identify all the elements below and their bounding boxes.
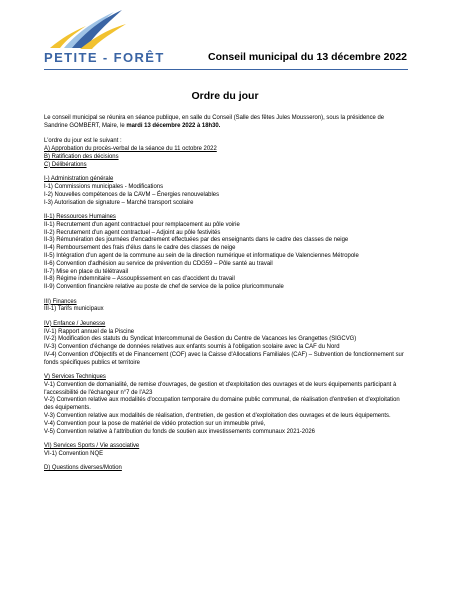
list-item: V-2) Convention relative aux modalités d'occupation temporaire du domaine public communal, de réalisation d'entretien et d'exploitation des équipements. <box>44 396 400 412</box>
list-item: II-6) Convention d'adhésion au service de prévention du CDG59 – Pôle santé au travail <box>44 259 273 267</box>
section-ressources-humaines <box>44 213 409 291</box>
section-finances <box>44 298 409 314</box>
agenda-content <box>44 114 409 472</box>
list-item: IV-3) Convention d'échange de données relatives aux enfants soumis à l'obligation scolaire avec la CAF du Nord <box>44 343 340 351</box>
list-item: V-4) Convention pour la pose de matériel de vidéo protection sur un immeuble privé, <box>44 419 266 427</box>
page-heading: Ordre du jour <box>191 90 259 102</box>
section-title: II-1) Ressources Humaines <box>44 212 116 220</box>
intro-text: Le conseil municipal se réunira en séance publique, en salle du Conseil (Salle des fêtes Jules Mousseron), sous la présidence de Sandrine GOMBERT, Maire, le <box>44 114 385 129</box>
header-divider <box>44 69 408 70</box>
section-enfance-jeunesse <box>44 320 409 367</box>
preliminary-item: B) Ratification des décisions <box>44 152 119 160</box>
list-item: II-9) Convention financière relative au poste de chef de service de la police pluricommunale <box>44 283 284 291</box>
list-item: II-4) Remboursement des frais d'élus dans le cadre des classes de neige <box>44 244 236 252</box>
list-item: I-1) Commissions municipales - Modifications <box>44 182 164 190</box>
petite-foret-logo <box>42 8 165 70</box>
list-item: II-5) Intégration d'un agent de la commune au sein de la direction numérique et informatique de Valenciennes Métropole <box>44 251 359 259</box>
section-title: IV) Enfance / Jeunesse <box>44 319 106 327</box>
list-item: III-1) Tarifs municipaux <box>44 305 104 313</box>
list-item: II-2) Recrutement d'un agent contractuel – Adjoint au pôle festivités <box>44 228 221 236</box>
list-item: V-1) Convention de domanialité, de remise d'ouvrages, de gestion et d'exploitation des ouvrages et de leurs équipements participant à l'accessibilité de l'échangeur n°7 de l'A23 <box>44 380 397 396</box>
section-services-techniques <box>44 373 409 435</box>
list-item: IV-2) Modification des statuts du Syndicat Intercommunal de Gestion du Centre de Vacances les Grangettes (SIGCVG) <box>44 335 357 343</box>
list-item: II-8) Régime indemnitaire – Assouplissement en cas d'accident du travail <box>44 275 235 283</box>
list-item: II-7) Mise en place du télétravail <box>44 267 129 275</box>
list-item: I-2) Nouvelles compétences de la CAVM – Énergies renouvelables <box>44 190 220 198</box>
section-title: III) Finances <box>44 297 77 305</box>
preliminary-item: C) Délibérations <box>44 160 87 168</box>
intro-date: mardi 13 décembre 2022 à 18h30. <box>126 121 221 129</box>
section-sports-vie-associative <box>44 442 409 458</box>
list-item: IV-1) Rapport annuel de la Piscine <box>44 327 135 335</box>
list-item: II-1) Recrutement d'un agent contractuel pour remplacement au pôle voirie <box>44 220 240 228</box>
list-item: II-3) Rémunération des journées d'encadrement effectuées par des enseignants dans le cadre des classes de neige <box>44 236 349 244</box>
section-title: VI) Services Sports / Vie associative <box>44 442 140 450</box>
section-questions-diverses <box>44 464 409 472</box>
section-title: I-) Administration générale <box>44 175 114 183</box>
list-item: IV-4) Convention d'Objectifs et de Financement (COF) avec la Caisse d'Allocations Familiales (CAF) – Subvention de fonctionnement sur fonds spécifiques publics et territoire <box>44 350 404 366</box>
section-title: V) Services Techniques <box>44 373 106 381</box>
preliminary-item: A) Approbation du procès-verbal de la séance du 11 octobre 2022 <box>44 145 217 153</box>
list-item: I-3) Autorisation de signature – Marché transport scolaire <box>44 198 194 206</box>
closing-item: D) Questions diverses/Motion <box>44 464 122 472</box>
logo-swoosh-icon <box>42 8 132 52</box>
intro-paragraph <box>44 114 409 130</box>
section-administration <box>44 175 409 206</box>
logo-text: PETITE - FORÊT <box>44 50 165 65</box>
order-label: L'ordre du jour est le suivant : <box>44 137 122 145</box>
list-item: VI-1) Convention NQE <box>44 449 104 457</box>
list-item: V-3) Convention relative aux modalités de réalisation, d'entretien, de gestion et d'exploitation des ouvrages et de leurs équipements. <box>44 412 391 420</box>
list-item: V-5) Convention relative à l'attribution du fonds de soutien aux investissements communaux 2021-2026 <box>44 427 315 435</box>
document-title: Conseil municipal du 13 décembre 2022 <box>208 51 407 63</box>
